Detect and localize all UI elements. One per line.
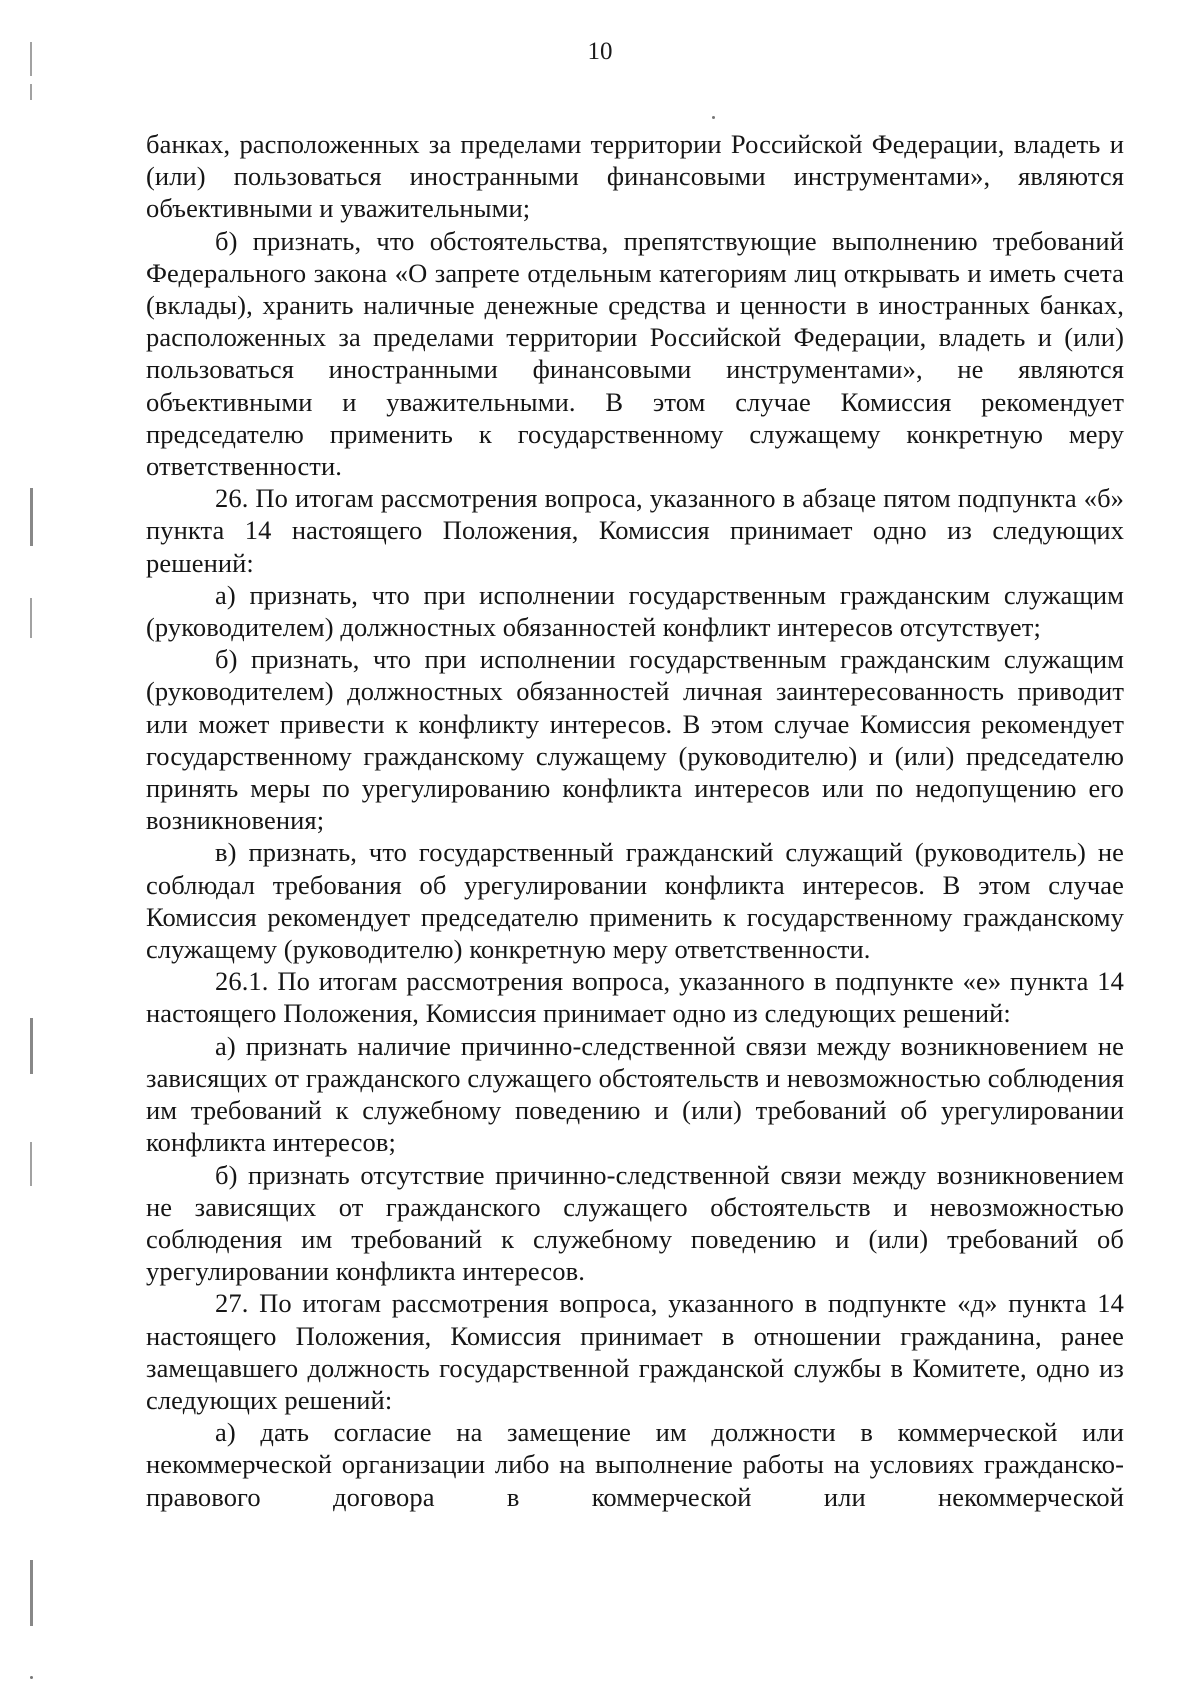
paragraph: б) признать, что обстоятельства, препятствующие выполнению требований Федерального закона «О запрете отдельным категориям лиц открывать и иметь счета (вклады), хранить наличные денежные средства и ценности в иностранных банках, расположенных за пределами территории Российской Федерации, владеть и (или) пользоваться иностранными финансовыми инструментами», не являются объективными и уважительными. В этом случае Комиссия рекомендует председателю применить к государственному служащему конкретную меру ответственности. [146, 225, 1124, 482]
paragraph: 27. По итогам рассмотрения вопроса, указанного в подпункте «д» пункта 14 настоящего Положения, Комиссия принимает в отношении гражданина, ранее замещавшего должность государственной гражданской службы в Комитете, одно из следующих решений: [146, 1288, 1124, 1415]
paragraph: 26. По итогам рассмотрения вопроса, указанного в абзаце пятом подпункта «б» пункта 14 настоящего Положения, Комиссия принимает одно из следующих решений: [146, 483, 1124, 578]
scan-artifact [30, 488, 33, 546]
scan-artifact [30, 1676, 33, 1679]
scan-artifact [30, 1560, 33, 1626]
document-body [146, 128, 1124, 1513]
scan-artifact [712, 116, 715, 119]
scan-artifact [30, 84, 32, 100]
paragraph: а) признать, что при исполнении государственным гражданским служащим (руководителем) должностных обязанностей конфликт интересов отсутствует; [146, 579, 1124, 643]
paragraph: в) признать, что государственный гражданский служащий (руководитель) не соблюдал требования об урегулировании конфликта интересов. В этом случае Комиссия рекомендует председателю применить к государственному гражданскому служащему (руководителю) конкретную меру ответственности. [146, 837, 1124, 965]
paragraph: б) признать отсутствие причинно-следственной связи между возникновением не зависящих от гражданского служащего обстоятельств и невозможностью соблюдения им требований к служебному поведению и (или) требований об урегулировании конфликта интересов. [146, 1159, 1124, 1287]
paragraph: 26.1. По итогам рассмотрения вопроса, указанного в подпункте «е» пункта 14 настоящего Положения, Комиссия принимает одно из следующих решений: [146, 966, 1124, 1029]
scan-artifact [30, 598, 32, 638]
scan-artifact [30, 1018, 33, 1074]
page-number: 10 [587, 38, 613, 65]
paragraph: а) признать наличие причинно-следственной связи между возникновением не зависящих от гражданского служащего обстоятельств и невозможностью соблюдения им требований к служебному поведению и (или) требований об урегулировании конфликта интересов; [146, 1030, 1124, 1158]
paragraph: банках, расположенных за пределами территории Российской Федерации, владеть и (или) пользоваться иностранными финансовыми инструментами», являются объективными и уважительными; [146, 129, 1124, 224]
paragraph: б) признать, что при исполнении государственным гражданским служащим (руководителем) должностных обязанностей личная заинтересованность приводит или может привести к конфликту интересов. В этом случае Комиссия рекомендует государственному гражданскому служащему (руководителю) и (или) председателю принять меры по урегулированию конфликта интересов или по недопущению его возникновения; [146, 644, 1124, 836]
paragraph: а) дать согласие на замещение им должности в коммерческой или некоммерческой организации либо на выполнение работы на условиях гражданско-правового договора в коммерческой или некоммерческой [146, 1417, 1124, 1512]
scan-artifact [30, 1142, 32, 1186]
